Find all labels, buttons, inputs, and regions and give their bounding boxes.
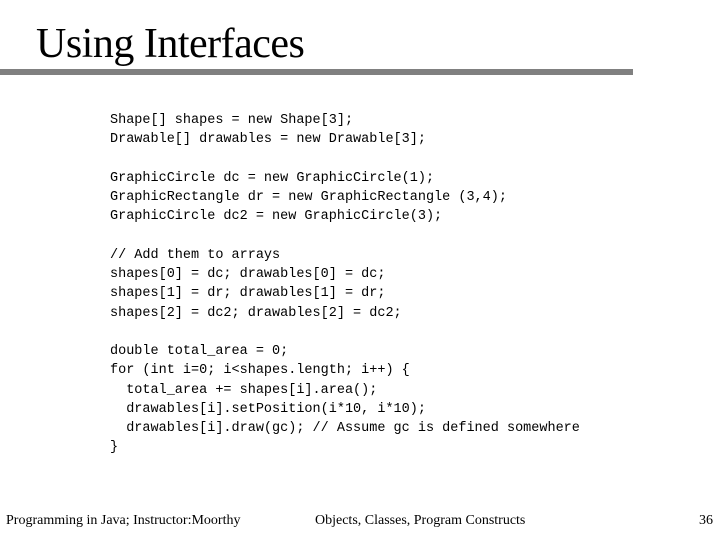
- code-line: total_area += shapes[i].area();: [110, 382, 378, 398]
- code-line: GraphicCircle dc2 = new GraphicCircle(3);: [110, 209, 443, 225]
- footer-topic: Objects, Classes, Program Constructs: [315, 513, 526, 528]
- code-line: GraphicCircle dc = new GraphicCircle(1);: [110, 170, 435, 186]
- code-block: [110, 111, 580, 458]
- code-line: shapes[1] = dr; drawables[1] = dr;: [110, 286, 386, 302]
- code-line: drawables[i].setPosition(i*10, i*10);: [110, 401, 426, 417]
- code-line: }: [110, 440, 119, 456]
- slide-title: Using Interfaces: [36, 21, 305, 67]
- page-number: 36: [699, 513, 713, 528]
- code-line: Drawable[] drawables = new Drawable[3];: [110, 132, 426, 148]
- code-line: // Add them to arrays: [110, 247, 281, 263]
- footer-course: Programming in Java; Instructor:Moorthy: [6, 513, 241, 528]
- code-line: [110, 227, 580, 246]
- code-line: double total_area = 0;: [110, 344, 289, 359]
- code-line: [110, 150, 580, 169]
- code-line: Shape[] shapes = new Shape[3];: [110, 113, 354, 128]
- code-line: [110, 323, 580, 342]
- code-line: for (int i=0; i<shapes.length; i++) {: [110, 363, 410, 379]
- code-line: GraphicRectangle dr = new GraphicRectangle (3,4);: [110, 190, 507, 205]
- code-line: drawables[i].draw(gc); // Assume gc is defined somewhere: [110, 421, 580, 436]
- code-line: shapes[0] = dc; drawables[0] = dc;: [110, 267, 386, 282]
- title-underline: [0, 69, 633, 75]
- code-line: shapes[2] = dc2; drawables[2] = dc2;: [110, 305, 402, 321]
